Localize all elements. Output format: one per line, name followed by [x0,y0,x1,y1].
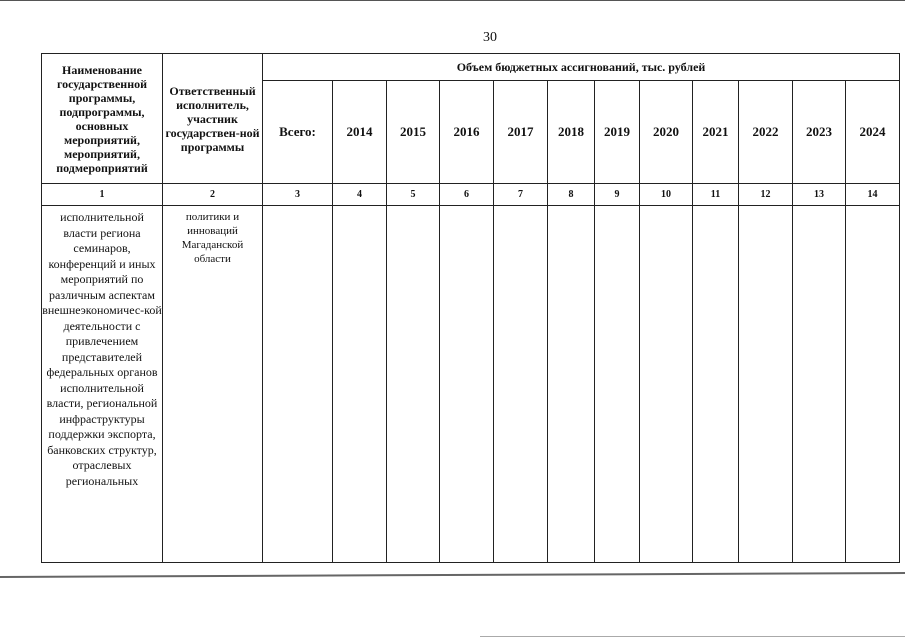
header-row-top [42,54,900,81]
header-year-2015: 2015 [387,81,440,184]
column-number-row [42,184,900,206]
column-number: 9 [595,184,640,206]
row-activity-name: исполнительной власти региона семинаров, конференций и иных мероприятий по различным аспектам внешнеэкономичес-кой деятельности с привлечением представителей федеральных органов исполнительной власти, региональной инфраструктуры поддержки экспорта, банковских структур, отраслевых региональных [42,206,163,563]
row-value-2014 [333,206,387,563]
header-year-2020: 2020 [640,81,693,184]
header-budget-group: Объем бюджетных ассигнований, тыс. рублей [263,54,900,81]
header-year-2022: 2022 [739,81,793,184]
row-value-2024 [846,206,900,563]
column-number: 2 [163,184,263,206]
column-number: 5 [387,184,440,206]
table-row [42,206,900,563]
header-year-2016: 2016 [440,81,494,184]
budget-allocation-table [41,53,900,563]
row-executor: политики и инноваций Магаданской области [163,206,263,563]
header-year-2018: 2018 [548,81,595,184]
header-year-2017: 2017 [494,81,548,184]
column-number: 6 [440,184,494,206]
column-number: 14 [846,184,900,206]
column-number: 4 [333,184,387,206]
column-number: 8 [548,184,595,206]
column-number: 12 [739,184,793,206]
scan-edge-top [0,0,905,1]
row-value-2019 [595,206,640,563]
column-number: 3 [263,184,333,206]
row-value-2022 [739,206,793,563]
row-value-2020 [640,206,693,563]
row-value-total [263,206,333,563]
row-value-2015 [387,206,440,563]
header-name: Наименование государственной программы, подпрограммы, основных мероприятий, мероприятий, подмероприятий [42,54,163,184]
row-value-2023 [793,206,846,563]
row-value-2021 [693,206,739,563]
page-number: 30 [483,30,497,45]
column-number: 10 [640,184,693,206]
column-number: 11 [693,184,739,206]
scan-edge-bottom-secondary [480,636,905,637]
scan-edge-bottom [0,572,905,578]
row-value-2018 [548,206,595,563]
column-number: 1 [42,184,163,206]
header-year-2019: 2019 [595,81,640,184]
column-number: 13 [793,184,846,206]
header-total: Всего: [263,81,333,184]
row-value-2017 [494,206,548,563]
header-year-2024: 2024 [846,81,900,184]
header-year-2014: 2014 [333,81,387,184]
header-year-2023: 2023 [793,81,846,184]
row-value-2016 [440,206,494,563]
column-number: 7 [494,184,548,206]
header-year-2021: 2021 [693,81,739,184]
header-executor: Ответственный исполнитель, участник государствен-ной программы [163,54,263,184]
